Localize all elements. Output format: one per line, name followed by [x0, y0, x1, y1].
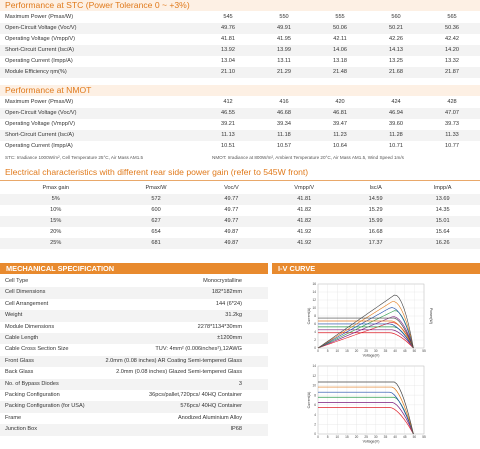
cell-value: 50.21 — [368, 23, 424, 34]
table-row — [0, 310, 268, 321]
row-label: Operating Current (Impp/A) — [5, 143, 73, 149]
y-tick-label: 0 — [314, 432, 316, 437]
cell-value: 16.26 — [405, 238, 480, 249]
table-row — [0, 67, 480, 78]
cell-value: 10.51 — [221, 143, 235, 149]
y-tick-label: 6 — [314, 322, 316, 327]
x-tick-label: 5 — [326, 435, 329, 439]
table-row — [0, 108, 480, 119]
gain-divider — [0, 180, 480, 181]
table-row — [0, 413, 268, 424]
table-row — [0, 56, 480, 67]
cell-value: 25% — [0, 238, 111, 249]
cell-value: 14.35 — [435, 207, 450, 213]
cell-value: 412 — [223, 99, 233, 105]
spec-value: 36pcs/pallet,720pcs/ 40HQ Container — [149, 392, 242, 399]
x-tick-label: 45 — [402, 349, 407, 353]
cell-value: 10% — [50, 207, 62, 213]
cell-value: 420 — [335, 99, 345, 105]
y-tick-label: 10 — [312, 306, 316, 311]
cell-value: 49.87 — [201, 238, 263, 249]
y-tick-label: 4 — [314, 330, 316, 335]
cell-value: 627 — [111, 216, 200, 227]
spec-label: Packing Configuration — [5, 392, 60, 399]
cell-value: 46.68 — [256, 108, 312, 119]
table-row — [0, 424, 268, 435]
x-axis-label: Voltage(V) — [362, 353, 380, 358]
table-row — [0, 299, 268, 310]
cell-value: 11.13 — [200, 130, 256, 141]
cell-value: 41.82 — [297, 207, 312, 213]
cell-value: 15.01 — [405, 216, 480, 227]
x-tick-label: 20 — [354, 435, 359, 439]
cell-value: 15% — [0, 216, 111, 227]
column-header: Pmax/W — [145, 185, 167, 191]
spec-label: Cable Cross Section Size — [5, 346, 69, 353]
cell-value: 13.11 — [277, 58, 291, 64]
y-tick-label: 16 — [312, 282, 316, 287]
spec-value: 576pcs/ 40HQ Container — [106, 401, 268, 412]
table-row — [0, 141, 480, 152]
cell-value: 46.55 — [200, 108, 256, 119]
cell-value: 49.87 — [224, 229, 239, 235]
column-header: Impp/A — [433, 185, 452, 191]
nmot-title: Performance at NMOT — [0, 85, 480, 96]
row-label: Short-Circuit Current (Isc/A) — [0, 45, 200, 56]
x-tick-label: 55 — [422, 435, 426, 439]
iv-curve-top — [306, 278, 436, 360]
cell-value: 572 — [111, 194, 200, 205]
x-tick-label: 0 — [317, 349, 319, 353]
cell-value: 424 — [391, 99, 401, 105]
spec-label: Cell Arrangement — [5, 300, 49, 307]
row-label: Operating Current (Impp/A) — [5, 58, 73, 64]
spec-label: Cable Length — [0, 333, 106, 344]
column-header: Isc/A — [369, 185, 382, 191]
spec-value: ±1200mm — [106, 333, 268, 344]
table-row — [0, 23, 480, 34]
y-tick-label: 8 — [314, 314, 316, 319]
cell-value: 46.81 — [312, 108, 368, 119]
cell-value: 10.64 — [333, 143, 347, 149]
iv-curve-bottom — [306, 362, 436, 448]
cell-value: 49.77 — [201, 216, 263, 227]
y-tick-label: 8 — [314, 393, 316, 398]
cell-value: 550 — [279, 14, 289, 20]
cell-value: 39.60 — [389, 121, 403, 127]
table-row — [0, 227, 480, 238]
stc-note: STC: Irradiance 1000W/m², Cell Temperature 25°C, Air Mass AM1.5 — [5, 155, 144, 160]
y-tick-label: 10 — [312, 383, 316, 388]
table-row — [0, 97, 480, 108]
y2-axis-label: Power(W) — [429, 308, 433, 324]
spec-value: Monocrystalline — [203, 278, 242, 284]
cell-value: 49.77 — [224, 207, 239, 213]
cell-value: 42.26 — [389, 36, 403, 42]
spec-value: 2.0mm (0.08 inches) AR Coating Semi-tempered Glass — [106, 356, 268, 367]
x-tick-label: 5 — [326, 349, 329, 353]
cell-value: 41.92 — [262, 238, 346, 249]
cell-value: 15.64 — [435, 229, 450, 235]
cell-value: 560 — [391, 14, 401, 20]
cell-value: 21.48 — [312, 67, 368, 78]
spec-label: Cell Type — [5, 278, 29, 284]
spec-label: Cell Dimensions — [0, 287, 106, 298]
cell-value: 17.37 — [346, 238, 405, 249]
cell-value: 50.06 — [312, 23, 368, 34]
cell-value: 11.28 — [368, 130, 424, 141]
cell-value: 42.11 — [333, 36, 347, 42]
row-label: Operating Voltage (Vmpp/V) — [5, 121, 75, 127]
cell-value: 13.69 — [405, 194, 480, 205]
x-axis-label: Voltage(V) — [362, 439, 380, 444]
cell-value: 565 — [447, 14, 457, 20]
cell-value: 41.81 — [221, 36, 235, 42]
spec-value: 31.2kg — [106, 310, 268, 321]
cell-value: 39.34 — [277, 121, 291, 127]
column-header: Voc/V — [224, 185, 239, 191]
table-row — [0, 401, 268, 412]
cell-value: 555 — [335, 14, 345, 20]
y-tick-label: 12 — [312, 298, 316, 303]
row-label: Maximum Power (Pmax/W) — [5, 14, 74, 20]
table-row — [0, 12, 480, 23]
spec-value: 144 (6*24) — [215, 300, 242, 307]
cell-value: 428 — [447, 99, 457, 105]
cell-value: 13.92 — [200, 45, 256, 56]
x-tick-label: 20 — [354, 349, 359, 353]
spec-label: Weight — [0, 310, 106, 321]
cell-value: 21.87 — [424, 67, 480, 78]
y-tick-label: 14 — [312, 364, 316, 369]
stc-title: Performance at STC (Power Tolerance 0 ~ +3%) — [0, 0, 480, 11]
y-tick-label: 12 — [312, 373, 316, 378]
cell-value: 15.99 — [346, 216, 405, 227]
cell-value: 49.77 — [201, 194, 263, 205]
cell-value: 681 — [111, 238, 200, 249]
table-row — [0, 216, 480, 227]
table-row — [0, 276, 268, 287]
cell-value: 416 — [279, 99, 289, 105]
gain-table — [0, 183, 480, 249]
cell-value: 42.42 — [445, 36, 459, 42]
cell-value: 545 — [223, 14, 233, 20]
cell-value: 39.21 — [221, 121, 235, 127]
x-tick-label: 50 — [412, 435, 417, 439]
cell-value: 39.73 — [445, 121, 459, 127]
y-tick-label: 4 — [314, 412, 316, 417]
spec-value: IP68 — [106, 424, 268, 435]
nmot-note: NMOT: Irradiance at 800W/m², Ambient Temperature 20°C, Air Mass AM1.5, Wind Speed 1m/s — [212, 155, 404, 160]
x-tick-label: 45 — [402, 435, 407, 439]
cell-value: 654 — [151, 229, 161, 235]
cell-value: 14.13 — [368, 45, 424, 56]
cell-value: 41.81 — [262, 194, 346, 205]
row-label: Open-Circuit Voltage (Voc/V) — [0, 23, 200, 34]
y-tick-label: 2 — [314, 422, 316, 427]
spec-label: Packing Configuration (for USA) — [0, 401, 106, 412]
table-row — [0, 367, 268, 378]
x-tick-label: 25 — [364, 349, 368, 353]
x-tick-label: 25 — [364, 435, 368, 439]
x-tick-label: 50 — [412, 349, 417, 353]
mech-table — [0, 276, 268, 436]
table-row — [0, 119, 480, 130]
table-row — [0, 205, 480, 216]
spec-label: Junction Box — [0, 424, 106, 435]
mech-title: MECHANICAL SPECIFICATION — [0, 263, 268, 274]
cell-value: 41.95 — [277, 36, 291, 42]
cell-value: 21.10 — [200, 67, 256, 78]
table-row — [0, 379, 268, 390]
cell-value: 13.32 — [445, 58, 459, 64]
spec-value: 2278*1134*30mm — [197, 323, 242, 330]
cell-value: 14.06 — [312, 45, 368, 56]
table-header-row — [0, 183, 480, 194]
gain-title: Electrical characteristics with different rear side power gain (refer to 545W front) — [5, 167, 309, 177]
cell-value: 41.82 — [262, 216, 346, 227]
spec-value: 182*182mm — [106, 287, 268, 298]
cell-value: 16.68 — [368, 229, 383, 235]
x-tick-label: 15 — [345, 435, 349, 439]
cell-value: 10.57 — [277, 143, 291, 149]
plot-frame — [318, 366, 424, 434]
cell-value: 41.92 — [297, 229, 312, 235]
x-tick-label: 10 — [335, 349, 340, 353]
column-header: Pmax gain — [42, 185, 69, 191]
x-tick-label: 35 — [383, 435, 388, 439]
cell-value: 10.77 — [445, 143, 459, 149]
cell-value: 47.07 — [424, 108, 480, 119]
cell-value: 11.33 — [424, 130, 480, 141]
x-tick-label: 40 — [393, 435, 397, 439]
cell-value: 14.20 — [424, 45, 480, 56]
table-row — [0, 344, 268, 355]
y-axis-label: Current(A) — [307, 307, 311, 325]
x-tick-label: 10 — [335, 435, 340, 439]
cell-value: 15.29 — [368, 207, 383, 213]
x-tick-label: 30 — [374, 349, 378, 353]
cell-value: 46.94 — [368, 108, 424, 119]
spec-label: No. of Bypass Diodes — [0, 379, 106, 390]
spec-value: Anodized Aluminium Alloy — [177, 414, 242, 421]
cell-value: 21.68 — [368, 67, 424, 78]
x-tick-label: 15 — [345, 349, 349, 353]
cell-value: 39.47 — [333, 121, 347, 127]
table-row — [0, 45, 480, 56]
table-row — [0, 130, 480, 141]
cell-value: 10.71 — [389, 143, 403, 149]
cell-value: 50.36 — [424, 23, 480, 34]
cell-value: 13.04 — [221, 58, 235, 64]
table-row — [0, 333, 268, 344]
cell-value: 49.91 — [256, 23, 312, 34]
spec-label: Back Glass — [5, 369, 34, 376]
cell-value: 13.25 — [389, 58, 403, 64]
row-label: Module Efficiency ηm(%) — [0, 67, 200, 78]
table-row — [0, 238, 480, 249]
iv-title: I-V CURVE — [272, 263, 480, 274]
cell-value: 600 — [151, 207, 161, 213]
y-tick-label: 0 — [314, 346, 316, 351]
column-header: Vmpp/V — [294, 185, 315, 191]
x-tick-label: 55 — [422, 349, 426, 353]
cell-value: 11.23 — [312, 130, 368, 141]
spec-label: Front Glass — [0, 356, 106, 367]
table-row — [0, 194, 480, 205]
nmot-table — [0, 97, 480, 152]
row-label: Maximum Power (Pmax/W) — [5, 99, 74, 105]
cell-value: 13.99 — [256, 45, 312, 56]
x-tick-label: 30 — [374, 435, 378, 439]
cell-value: 21.29 — [256, 67, 312, 78]
row-label: Short-Circuit Current (Isc/A) — [0, 130, 200, 141]
table-row — [0, 34, 480, 45]
spec-label: Module Dimensions — [5, 323, 55, 330]
y-axis-label: Current(A) — [307, 391, 311, 409]
cell-value: 14.59 — [346, 194, 405, 205]
row-label: Operating Voltage (Vmpp/V) — [5, 36, 75, 42]
table-row — [0, 322, 268, 333]
spec-value: 3 — [106, 379, 268, 390]
cell-value: 49.76 — [200, 23, 256, 34]
x-tick-label: 40 — [393, 349, 397, 353]
cell-value: 13.18 — [333, 58, 347, 64]
row-label: Open-Circuit Voltage (Voc/V) — [0, 108, 200, 119]
cell-value: 20% — [50, 229, 62, 235]
spec-label: Frame — [5, 414, 22, 421]
cell-value: 5% — [0, 194, 111, 205]
table-row — [0, 356, 268, 367]
y-tick-label: 6 — [314, 403, 316, 408]
spec-value: TUV: 4mm² (0.006inches²),12AWG — [155, 346, 242, 353]
x-tick-label: 0 — [317, 435, 319, 439]
stc-table — [0, 12, 480, 78]
y-tick-label: 14 — [312, 290, 316, 295]
y-tick-label: 2 — [314, 338, 316, 343]
cell-value: 11.18 — [256, 130, 312, 141]
spec-value: 2.0mm (0.08 inches) Glazed Semi-tempered Glass — [116, 369, 242, 376]
x-tick-label: 35 — [383, 349, 388, 353]
table-row — [0, 390, 268, 401]
table-row — [0, 287, 268, 298]
